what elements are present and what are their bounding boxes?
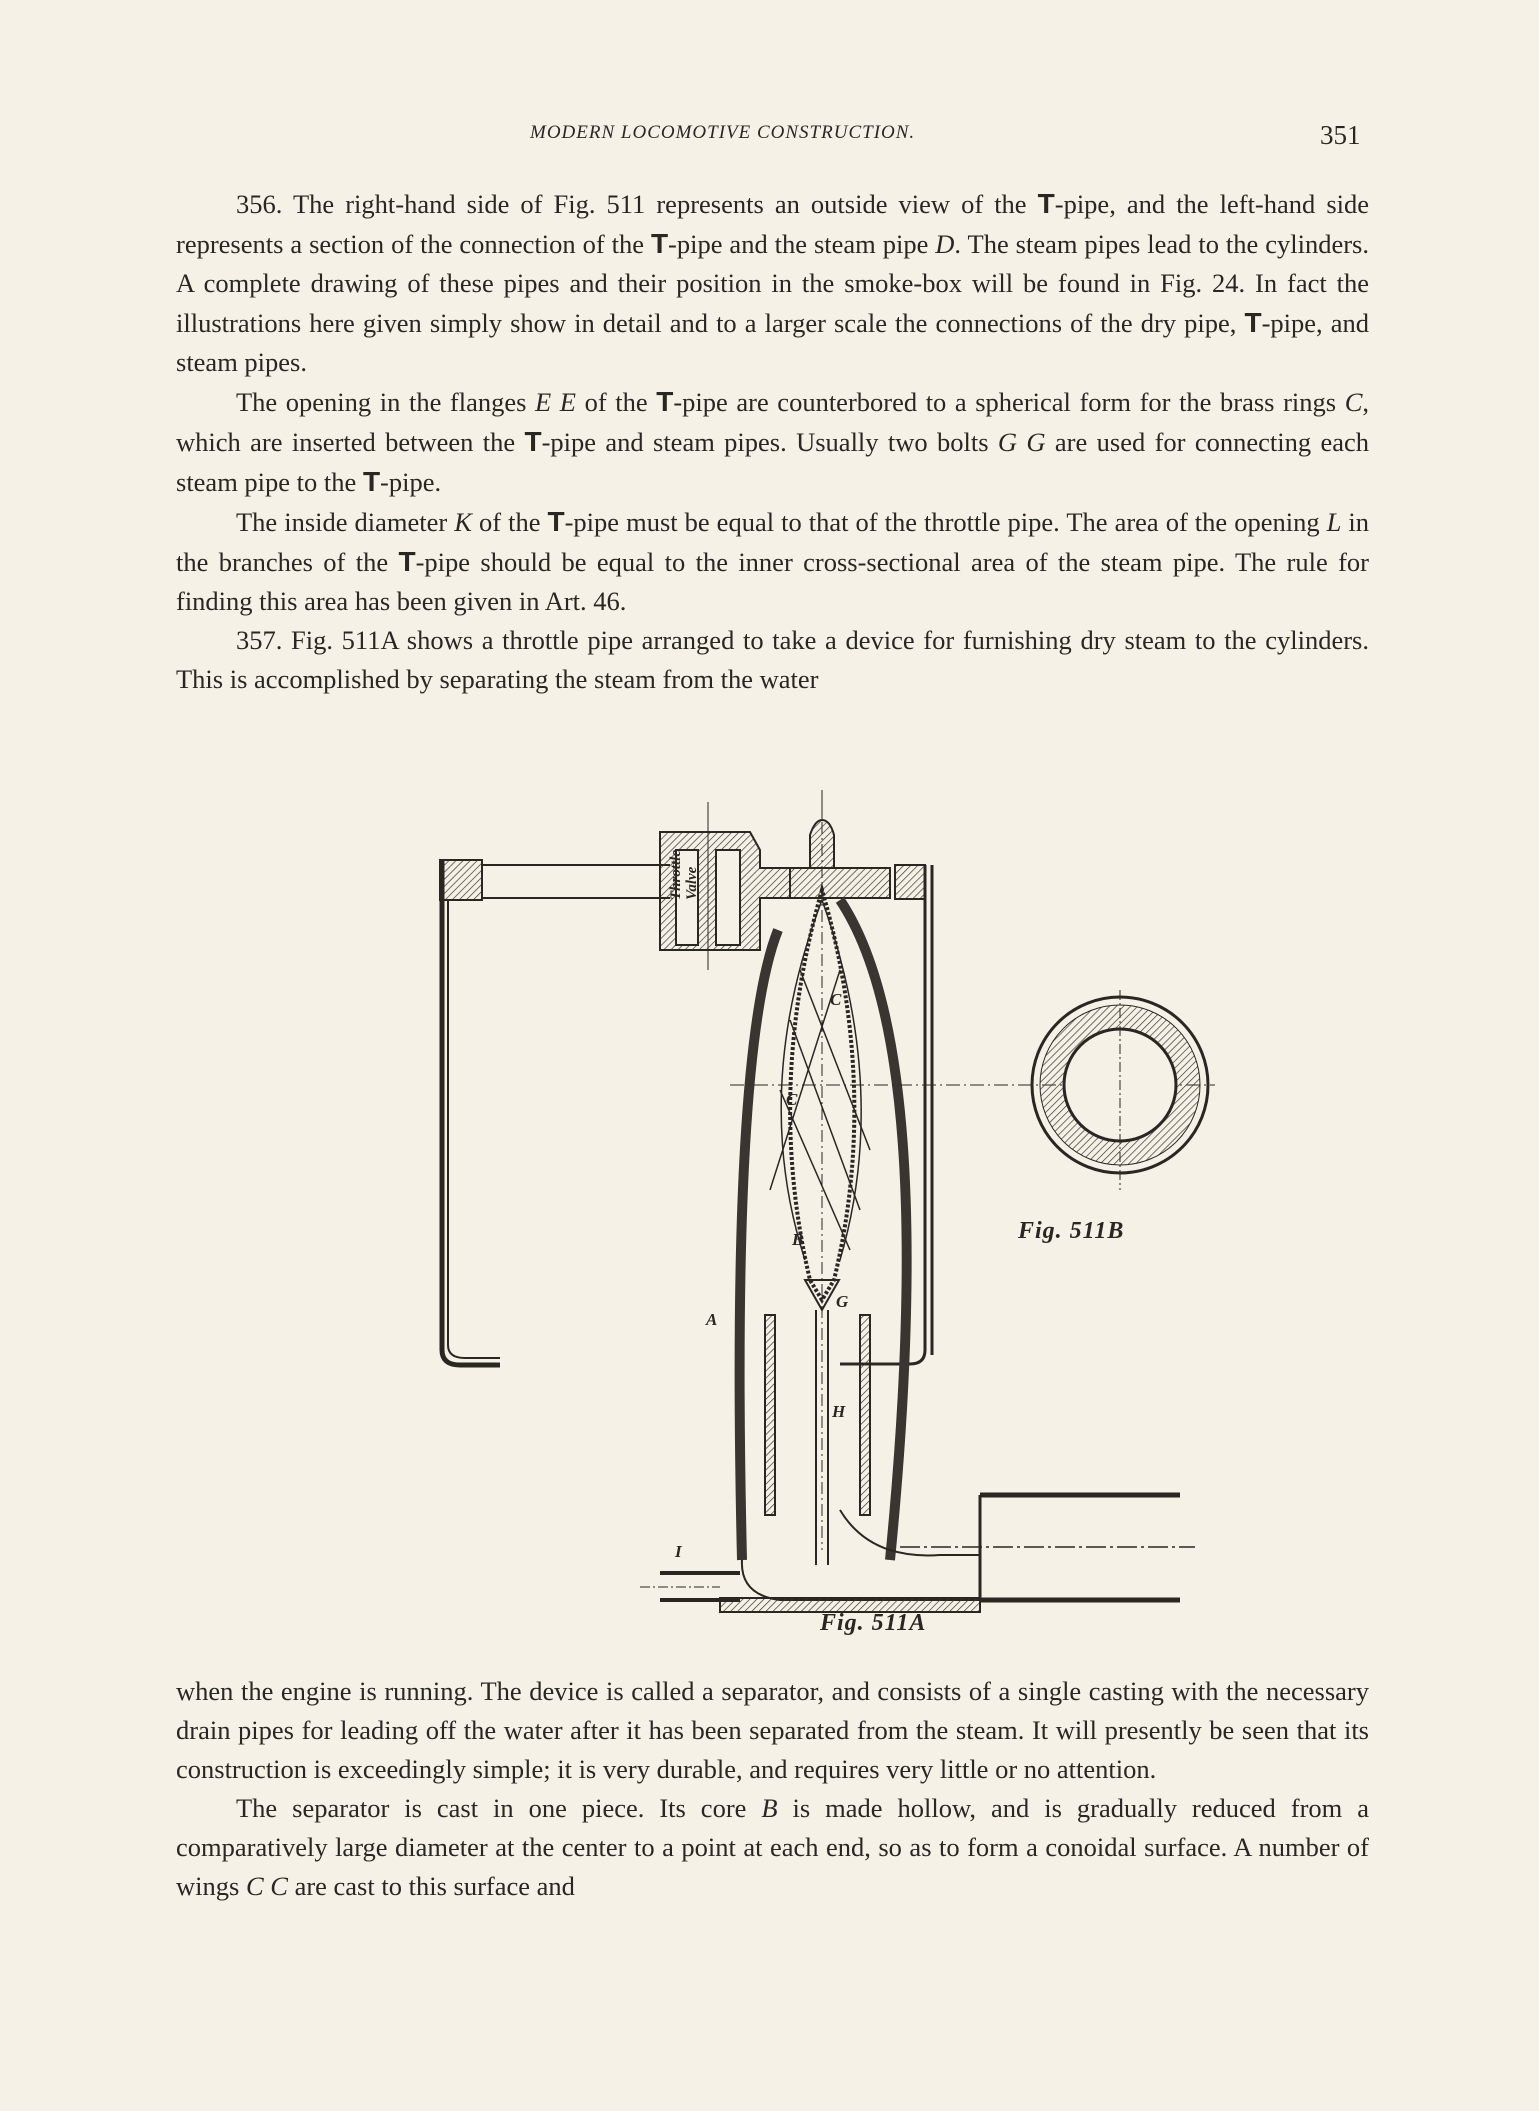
t-symbol: T [656,386,674,417]
running-head: MODERN LOCOMOTIVE CONSTRUCTION. [530,122,916,143]
paragraph-diameter: The inside diameter K of the T-pipe must be equal to that of the throttle pipe. The area of the opening L in the branches of the T-pipe should be equal to the inner cross-sectional area of the steam pipe. The rule for finding this area has been given in Art. 46. [176,506,1370,616]
throttle-valve-label: Throttle Valve [668,849,700,900]
t-symbol: T [398,546,416,577]
caption-fig-511b: Fig. 511B [1018,1218,1125,1244]
paragraph-flanges: The opening in the flanges E E of the T-pipe are counterbored to a spherical form for the brass rings C, which are inserted between the T-pipe and steam pipes. Usually two bolts G G are used for connecting each steam pipe to the T-pipe. [176,386,1369,497]
label-a: A [706,1310,718,1329]
caption-fig-511a: Fig. 511A [820,1610,927,1636]
t-symbol: T [362,466,381,497]
paragraph-separator-cast: The separator is cast in one piece. Its core B is made hollow, and is gradually reduced from a comparatively large diameter at the center to a point at each end, so as to form a conoidal surface. A number of wings C C are cast to this surface and [176,1793,1369,1901]
paragraph-separator-intro: when the engine is running. The device is called a separator, and consists of a single casting with the necessary drain pipes for leading off the water after it has been separated from the steam. It will presently be seen that its construction is exceedingly simple; it is very durable, and requires very little or no attention. [176,1676,1369,1784]
text-block-lower [176,1672,1369,1906]
t-symbol: T [1037,188,1055,219]
page-number: 351 [1320,120,1361,150]
paragraph-357: 357. Fig. 511A shows a throttle pipe arranged to take a device for furnishing dry steam to the cylinders. This is accomplished by separating the steam from the water [176,625,1369,694]
t-symbol: T [524,426,542,457]
label-g: G [836,1292,849,1311]
label-b: B [792,1230,804,1249]
figure-511 [420,790,1220,1650]
letter-d: D [935,229,955,259]
text-block-upper [176,184,1369,699]
label-c-lower: C [786,1090,798,1109]
label-i: I [675,1542,682,1561]
t-symbol: T [547,506,565,537]
t-symbol: T [650,228,669,259]
t-symbol: T [1244,307,1262,338]
paragraph-356: 356. The right-hand side of Fig. 511 represents an outside view of the T-pipe, and the left-hand side represents a section of the connection of the T-pipe and the steam pipe D. The steam pipes lead to the cylinders. A complete drawing of these pipes and their position in the smoke-box will be found in Fig. 24. In fact the illustrations here given simply show in detail and to a larger scale the connections of the dry pipe, T-pipe, and steam pipes. [176,188,1370,377]
label-h: H [832,1402,846,1421]
label-c-upper: C [830,990,842,1009]
